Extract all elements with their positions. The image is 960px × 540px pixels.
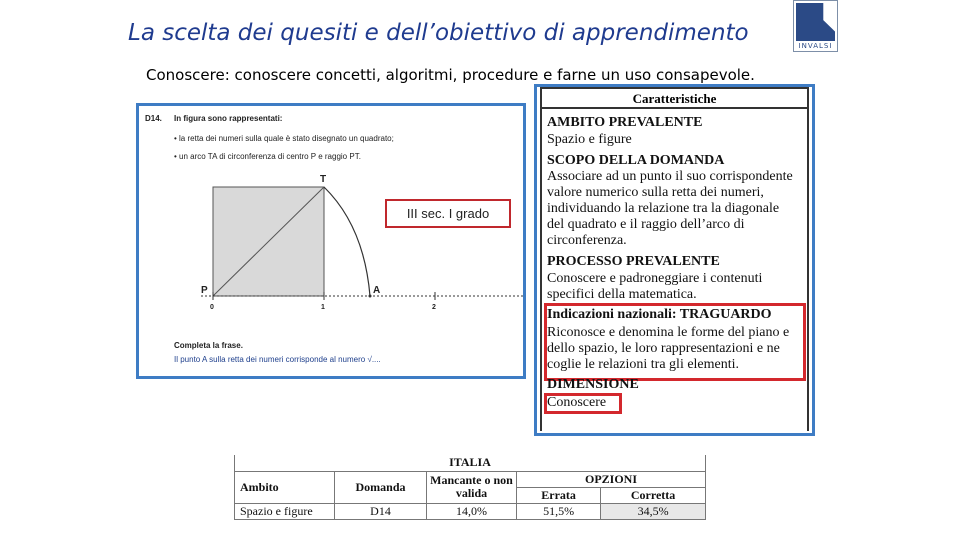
logo-text: INVALSI: [798, 42, 833, 50]
results-table: [234, 455, 708, 540]
scopo-line: valore numerico sulla retta dei numeri,: [547, 185, 764, 200]
question-bullet: • un arco TA di circonferenza di centro P e raggio PT.: [174, 152, 361, 161]
scopo-line: del quadrato e il raggio dell’arco di: [547, 217, 745, 232]
tick-label: 0: [210, 304, 214, 311]
arc-ta: [324, 187, 370, 296]
scopo-line: Associare ad un punto il suo corrispondente: [547, 169, 793, 184]
indicazioni-line: coglie le relazioni tra gli elementi.: [547, 357, 740, 372]
scopo-title: SCOPO DELLA DOMANDA: [547, 153, 725, 168]
indicazioni-title: Indicazioni nazionali: TRAGUARDO: [547, 307, 772, 322]
tick-label: 2: [432, 304, 436, 311]
indicazioni-line: Riconosce e denomina le forme del piano e: [547, 325, 790, 340]
dimensione-value: Conoscere: [547, 395, 607, 410]
ambito-title: AMBITO PREVALENTE: [547, 115, 703, 130]
indicazioni-line: dello spazio, le loro rappresentazioni e ne: [547, 341, 780, 356]
point-label-t: T: [320, 174, 327, 185]
processo-line: Conoscere e padroneggiare i contenuti: [547, 271, 763, 286]
scopo-line: individuando la relazione tra la diagonale: [547, 201, 780, 216]
cell-corretta: 34,5%: [601, 503, 706, 519]
question-number: D14.: [145, 114, 162, 123]
ambito-value: Spazio e figure: [547, 132, 632, 147]
question-bullet: • la retta dei numeri sulla quale è stato disegnato un quadrato;: [174, 134, 394, 143]
slide-subtitle: Conoscere: conoscere concetti, algoritmi, procedure e farne un uso consapevole.: [146, 66, 755, 84]
characteristics-panel: [534, 84, 815, 436]
col-header-corretta: Corretta: [601, 487, 706, 503]
cell-ambito: Spazio e figure: [235, 503, 335, 519]
logo-icon: [796, 3, 835, 41]
point-label-p: P: [201, 285, 208, 296]
table-row: [235, 503, 706, 519]
grade-tag: III sec. I grado: [385, 199, 511, 228]
question-panel: [136, 103, 526, 379]
tick-label: 1: [321, 304, 325, 311]
question-bullet-text: un arco TA di circonferenza di centro P e raggio PT.: [179, 152, 361, 161]
col-header-opzioni: OPZIONI: [517, 471, 706, 487]
processo-title: PROCESSO PREVALENTE: [547, 254, 720, 269]
question-bullet-text: la retta dei numeri sulla quale è stato disegnato un quadrato;: [179, 134, 394, 143]
characteristics-header: Caratteristiche: [540, 87, 809, 109]
cell-domanda: D14: [335, 503, 427, 519]
col-header-domanda: Domanda: [335, 471, 427, 503]
complete-instruction: Completa la frase.: [174, 341, 243, 350]
question-sentence: Il punto A sulla retta dei numeri corrisponde al numero √....: [174, 355, 381, 364]
point-label-a: A: [373, 285, 381, 296]
col-header-mancante: Mancante o non valida: [427, 471, 517, 503]
slide-title: La scelta dei quesiti e dell’obiettivo di apprendimento: [128, 20, 749, 46]
processo-line: specifici della matematica.: [547, 287, 697, 302]
point-a-dot: [369, 295, 372, 298]
number-line-figure: [139, 106, 523, 376]
cell-errata: 51,5%: [517, 503, 601, 519]
col-header-errata: Errata: [517, 487, 601, 503]
invalsi-logo: [793, 0, 838, 52]
results-region: ITALIA: [235, 455, 706, 471]
scopo-line: circonferenza.: [547, 233, 627, 248]
question-intro: In figura sono rappresentati:: [174, 114, 283, 123]
dimensione-title: DIMENSIONE: [547, 377, 639, 392]
col-header-ambito: Ambito: [235, 471, 335, 503]
cell-mancante: 14,0%: [427, 503, 517, 519]
